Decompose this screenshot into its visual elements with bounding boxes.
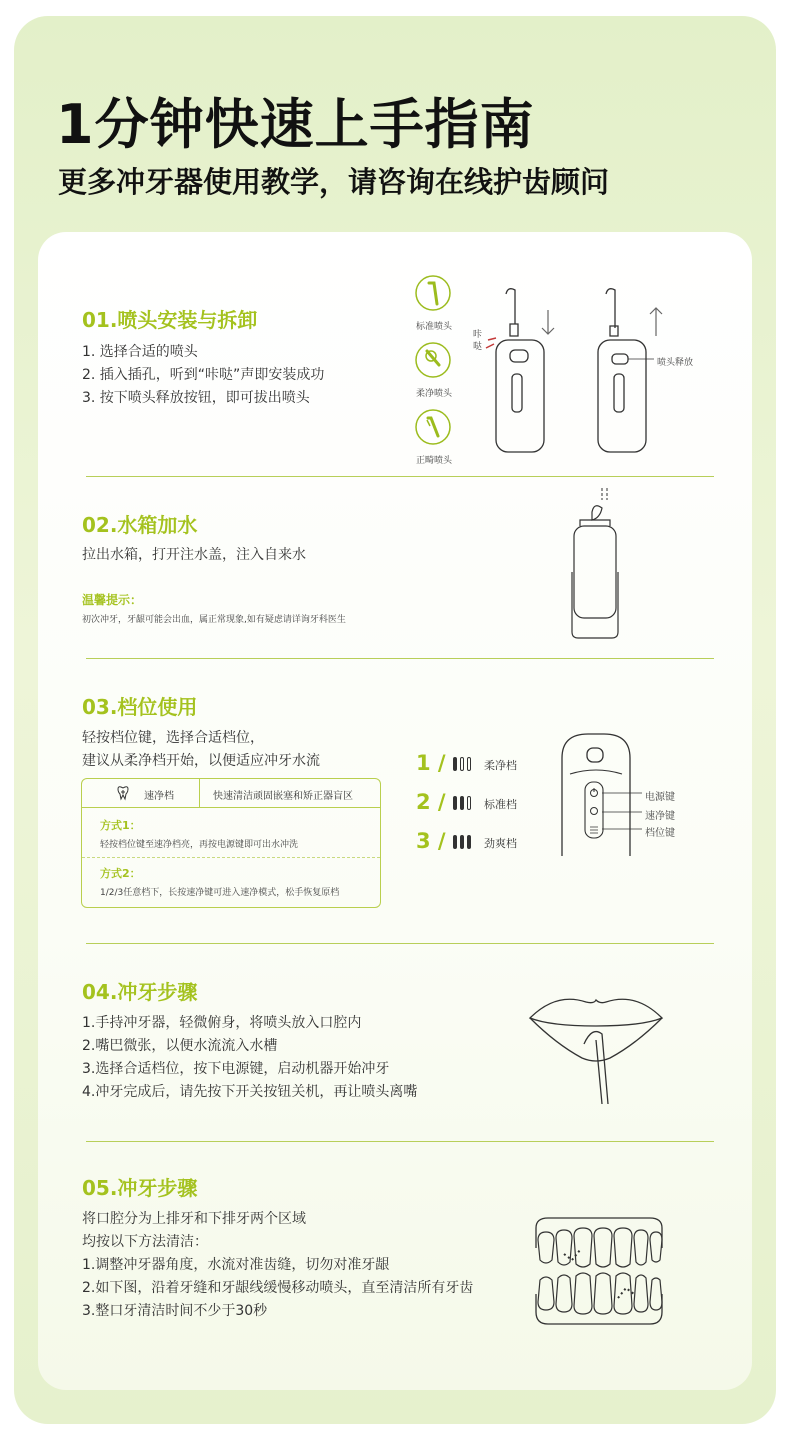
nozzle-label: 柔净喷头: [416, 389, 453, 399]
gear-key-label: 档位键: [645, 828, 675, 839]
page-subtitle: 更多冲牙器使用教学，请咨询在线护齿顾问: [58, 165, 610, 199]
way2-text: 1/2/3任意档下，长按速净键可进入速净模式，松手恢复原档: [100, 888, 340, 898]
section-2-text: 拉出水箱，打开注水盖，注入自来水: [82, 547, 306, 563]
nozzle-label: 标准喷头: [416, 322, 453, 332]
mode-number: 1 /: [416, 751, 446, 775]
device-release-illustration: [596, 284, 706, 456]
mode-label: 柔净档: [484, 759, 517, 772]
section-divider: [86, 943, 714, 944]
step-text: 2. 插入插孔，听到“咔哒”声即安装成功: [82, 367, 325, 383]
section-divider: [86, 1141, 714, 1142]
tooth-icon: [116, 786, 130, 800]
mode-number: 3 /: [416, 829, 446, 853]
section-1-title: 01.喷头安装与拆卸: [82, 308, 258, 332]
nozzle-label: 正畸喷头: [416, 456, 453, 466]
click-sound-label: 咔 哒: [473, 330, 483, 352]
header-separator: [199, 779, 200, 807]
quick-clean-box: [81, 778, 381, 908]
section-1-steps: [82, 341, 324, 410]
teeth-illustration: [528, 1214, 670, 1332]
standard-nozzle-icon: [414, 274, 454, 314]
level-bars-1: [453, 757, 471, 771]
quick-clean-header: [82, 779, 380, 808]
way1-title: 方式1：: [100, 819, 141, 832]
way1-text: 轻按档位键至速净档亮，再按电源键即可出水冲洗: [100, 840, 299, 850]
level-bars-3: [453, 835, 471, 849]
page-title: 1分钟快速上手指南: [56, 93, 535, 156]
step-text: 3. 按下喷头释放按钮，即可拔出喷头: [82, 390, 310, 406]
section-4-title: 04.冲牙步骤: [82, 980, 198, 1004]
release-button-label: 喷头释放: [657, 358, 694, 368]
mouth-illustration: [526, 992, 666, 1110]
soft-nozzle-icon: [414, 341, 454, 381]
section-3-title: 03.档位使用: [82, 695, 198, 719]
way2-title: 方式2：: [100, 867, 141, 880]
tip-title: 温馨提示：: [82, 593, 143, 607]
section-5-title: 05.冲牙步骤: [82, 1176, 198, 1200]
power-key-label: 电源键: [645, 792, 675, 803]
section-divider: [86, 658, 714, 659]
section-divider: [86, 476, 714, 477]
orthodontic-nozzle-icon: [414, 408, 454, 448]
section-5-steps: 将口腔分为上排牙和下排牙两个区域 均按以下方法清洁： 1.调整冲牙器角度，水流对准齿缝，切勿对准牙龈 2.如下图，沿着牙缝和牙龈线缓慢移动喷头，直至清洁所有牙齿 3.整口牙清洁时间不少于30秒: [82, 1211, 474, 1319]
section-4-steps: 1.手持冲牙器，轻微俯身，将喷头放入口腔内 2.嘴巴微张，以便水流流入水槽 3.选择合适档位，按下电源键，启动机器开始冲牙 4.冲牙完成后，请先按下开关按钮关机，再让喷头离嘴: [82, 1015, 418, 1100]
mode-label: 标准档: [484, 798, 517, 811]
box-divider: [82, 857, 380, 858]
section-2-title: 02.水箱加水: [82, 513, 198, 537]
mode-number: 2 /: [416, 790, 446, 814]
section-3-text: 轻按档位键，选择合适档位， 建议从柔净档开始，以便适应冲牙水流: [82, 730, 320, 769]
step-text: 1. 选择合适的喷头: [82, 344, 198, 360]
level-bars-2: [453, 796, 471, 810]
tip-text: 初次冲牙，牙龈可能会出血，属正常现象,如有疑虑请详询牙科医生: [82, 615, 346, 625]
quick-clean-desc: 快速清洁顽固嵌塞和矫正器盲区: [213, 791, 353, 802]
quick-clean-label: 速净档: [144, 791, 174, 802]
mode-label: 劲爽档: [484, 837, 517, 850]
water-tank-illustration: [566, 484, 626, 642]
quick-key-label: 速净键: [645, 811, 675, 822]
device-insert-illustration: [470, 284, 580, 456]
